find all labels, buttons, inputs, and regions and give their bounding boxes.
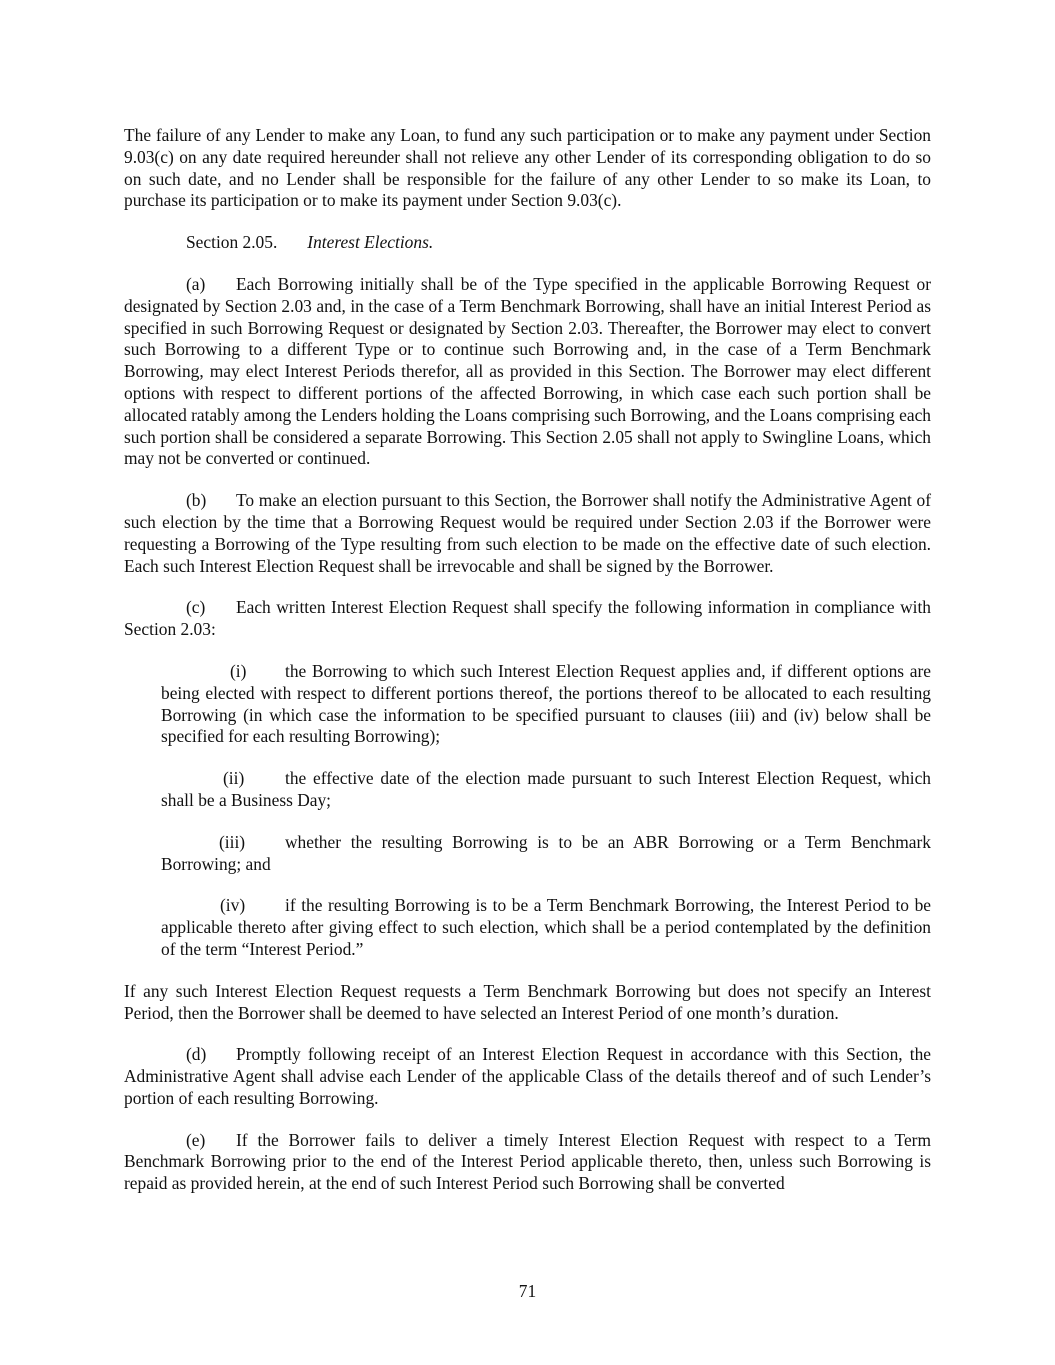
paragraph-a-label: (a) [186, 273, 206, 294]
paragraph-b [124, 490, 931, 577]
paragraph-c-label: (c) [186, 597, 206, 618]
document-page [124, 125, 931, 1195]
paragraph-after-clauses: If any such Interest Election Request requests a Term Benchmark Borrowing but does not specify an Interest Period, then the Borrower shall be deemed to have selected an Interest Period of one month’s duration. [124, 980, 931, 1023]
section-title: Interest Elections. [307, 232, 434, 253]
paragraph-a-text: Each Borrowing initially shall be of the Type specified in the applicable Borrowing Request or designated by Section 2.03 and, in the case of a Term Benchmark Borrowing, shall have an initial Interest Period as specified in such Borrowing Request or designated by Section 2.03. Thereafter, the Borrower may elect to convert such Borrowing to a different Type or to continue such Borrowing and, in the case of a Term Benchmark Borrowing, may elect Interest Periods therefor, all as provided in this Section. The Borrower may elect different options with respect to different portions of the affected Borrowing, in which case each such portion shall be allocated ratably among the Lenders holding the Loans comprising such Borrowing, and the Loans comprising each such portion shall be considered a separate Borrowing. This Section 2.05 shall not apply to Swingline Loans, which may not be converted or continued. [124, 273, 931, 469]
paragraph-d [124, 1044, 931, 1109]
clause-iii [161, 832, 931, 876]
paragraph-b-text: To make an election pursuant to this Section, the Borrower shall notify the Administrative Agent of such election by the time that a Borrowing Request would be required under Section 2.03 if the Borrower were requesting a Borrowing of the Type resulting from such election to be made on the effective date of such election. Each such Interest Election Request shall be irrevocable and shall be signed by the Borrower. [124, 490, 931, 576]
clause-i-label: (i) [230, 660, 247, 681]
section-number: Section 2.05. [186, 232, 278, 253]
paragraph-a [124, 274, 931, 470]
clause-iii-label: (iii) [219, 831, 246, 852]
clause-ii [161, 768, 931, 812]
clause-iv-text: if the resulting Borrowing is to be a Term Benchmark Borrowing, the Interest Period to be applicable thereto after giving effect to such election, which shall be a period contemplated by the definition of the term “Interest Period.” [161, 895, 931, 959]
paragraph-d-text: Promptly following receipt of an Interest Election Request in accordance with this Section, the Administrative Agent shall advise each Lender of the applicable Class of the details thereof and of such Lender’s portion of each resulting Borrowing. [124, 1044, 931, 1108]
paragraph-e [124, 1130, 931, 1195]
section-heading [124, 232, 931, 254]
clause-ii-label: (ii) [223, 768, 245, 789]
paragraph-e-label: (e) [186, 1129, 206, 1150]
clause-i [161, 661, 931, 748]
page-number: 71 [518, 1281, 537, 1301]
clause-iv [161, 895, 931, 960]
paragraph-intro: The failure of any Lender to make any Loan, to fund any such participation or to make any payment under Section 9.03(c) on any date required hereunder shall not relieve any other Lender of its corresponding obligation to do so on such date, and no Lender shall be responsible for the failure of any other Lender to so make its Loan, to purchase its participation or to make its payment under Section 9.03(c). [124, 125, 931, 211]
paragraph-c [124, 597, 931, 641]
paragraph-e-text: If the Borrower fails to deliver a timely Interest Election Request with respect to a Term Benchmark Borrowing prior to the end of the Interest Period applicable thereto, then, unless such Borrowing is repaid as provided herein, at the end of such Interest Period such Borrowing shall be converted [124, 1129, 931, 1194]
paragraph-b-label: (b) [186, 490, 207, 511]
clause-iii-text: whether the resulting Borrowing is to be an ABR Borrowing or a Term Benchmark Borrowing; and [161, 831, 931, 874]
clause-ii-text: the effective date of the election made pursuant to such Interest Election Request, which shall be a Business Day; [161, 768, 931, 810]
paragraph-d-label: (d) [186, 1044, 207, 1065]
clause-iv-label: (iv) [220, 895, 246, 916]
paragraph-c-text: Each written Interest Election Request shall specify the following information in compliance with Section 2.03: [124, 597, 931, 640]
clause-i-text: the Borrowing to which such Interest Election Request applies and, if different options are being elected with respect to different portions thereof, the portions thereof to be allocated to each resulting Borrowing (in which case the information to be specified pursuant to clauses (iii) and (iv) below shall be specified for each resulting Borrowing); [161, 660, 931, 747]
